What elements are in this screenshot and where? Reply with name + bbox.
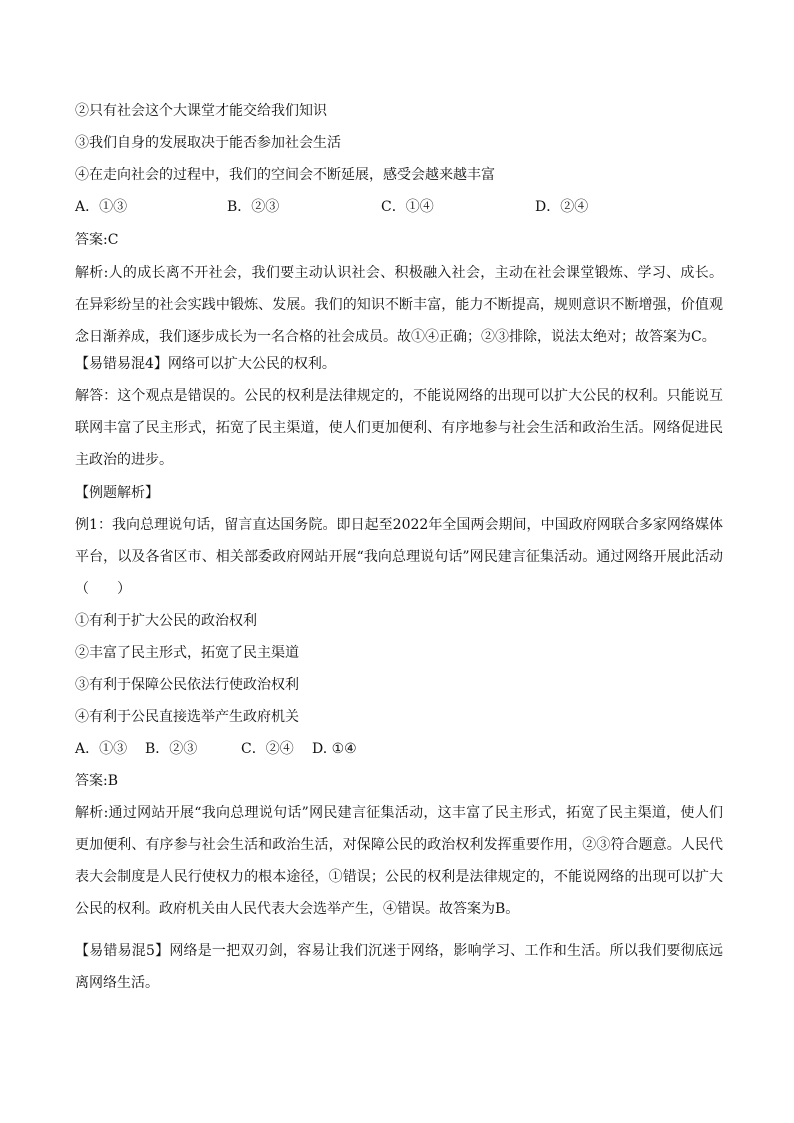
- example-1-option-c: C．②④: [241, 741, 294, 757]
- example-1-answer: 答案:B: [75, 773, 119, 789]
- statement-3: ③我们自身的发展取决于能否参加社会生活: [75, 135, 341, 151]
- mistake-4-answer: 解答：这个观点是错误的。公民的权利是法律规定的，不能说网络的出现可以扩大公民的权利。只能说互联网丰富了民主形式，拓宽了民主渠道，使人们更加便利、有序地参与社会生活和政治生活。网络促进民主政治的进步。: [75, 388, 723, 468]
- example-1-statement-4: ④有利于公民直接选举产生政府机关: [75, 709, 299, 725]
- example-1-option-a: A．①③: [75, 741, 128, 757]
- mistake-4-title: 【易错易混4】网络可以扩大公民的权利。: [75, 356, 336, 372]
- mistake-5-text: 【易错易混5】网络是一把双刃剑，容易让我们沉迷于网络，影响学习、工作和生活。所以我们要彻底远离网络生活。: [75, 943, 723, 991]
- answer: 答案:C: [75, 232, 119, 248]
- example-1-analysis: 解析:通过网站开展“我向总理说句话”网民建言征集活动，这丰富了民主形式，拓宽了民主渠道，使人们更加便利、有序参与社会生活和政治生活，对保障公民的政治权利发挥重要作用，②③符合题意。人民代表大会制度是人民行使权力的根本途径，①错误；公民的权利是法律规定的，不能说网络的出现可以扩大公民的权利。政府机关由人民代表大会选举产生，④错误。故答案为B。: [75, 805, 723, 917]
- option-c: C．①④: [381, 199, 434, 215]
- option-d: D．②④: [535, 199, 589, 215]
- statement-2: ②只有社会这个大课堂才能交给我们知识: [75, 103, 327, 119]
- example-1-question: 例1：我向总理说句话，留言直达国务院。即日起至2022年全国两会期间，中国政府网联合多家网络媒体平台，以及各省区市、相关部委政府网站开展“我向总理说句话”网民建言征集活动。通过网络开展此活动（ ）: [75, 517, 723, 597]
- section-title: 【例题解析】: [75, 485, 159, 501]
- analysis: 解析:人的成长离不开社会，我们要主动认识社会、积极融入社会，主动在社会课堂锻炼、学习、成长。在异彩纷呈的社会实践中锻炼、发展。我们的知识不断丰富，能力不断提高，规则意识不断增强，价值观念日渐养成，我们逐步成长为一名合格的社会成员。故①④正确；②③排除，说法太绝对；故答案为C。: [75, 265, 723, 345]
- example-1-statement-1: ①有利于扩大公民的政治权利: [75, 613, 257, 629]
- example-1-statement-2: ②丰富了民主形式，拓宽了民主渠道: [75, 645, 299, 661]
- example-1-option-d: D. ①④: [312, 741, 357, 757]
- option-a: A．①③: [75, 199, 128, 215]
- example-1-option-b: B．②③: [145, 741, 198, 757]
- option-b: B．②③: [227, 199, 280, 215]
- example-1-statement-3: ③有利于保障公民依法行使政治权利: [75, 677, 299, 693]
- statement-4: ④在走向社会的过程中，我们的空间会不断延展，感受会越来越丰富: [75, 167, 495, 183]
